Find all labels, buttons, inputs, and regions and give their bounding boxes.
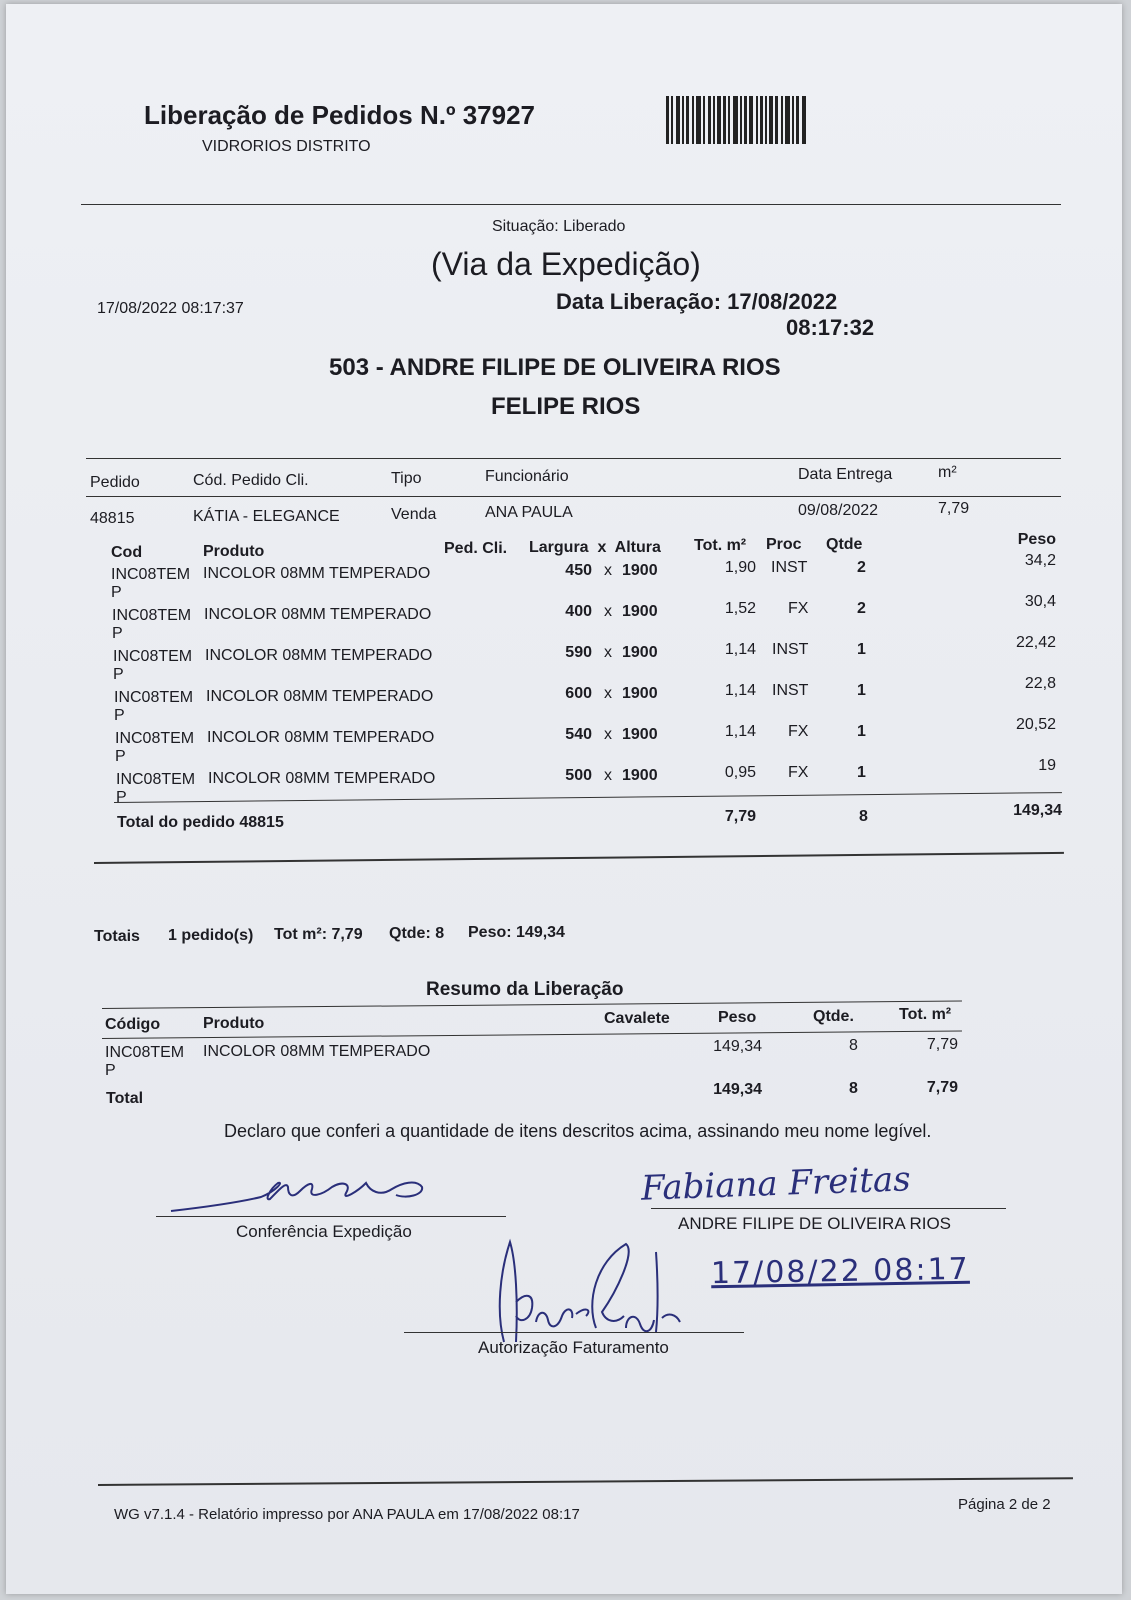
val-tipo: Venda: [391, 506, 437, 523]
summary-col-tot-m2: Tot. m²: [899, 1006, 952, 1023]
totals-m2: Tot m²: 7,79: [274, 926, 363, 943]
totals-qtde: Qtde: 8: [389, 925, 445, 942]
item-cod: INC08TEM: [114, 689, 194, 706]
conferencia-signature-line: [156, 1216, 506, 1217]
summary-row-cod: INC08TEM: [105, 1044, 185, 1061]
order-total-label: Total do pedido 48815: [117, 814, 284, 831]
val-m2: 7,79: [938, 500, 970, 517]
item-cod: INC08TEM: [115, 730, 195, 747]
item-largura: 450: [565, 562, 592, 579]
col-data-entrega: Data Entrega: [798, 466, 893, 483]
summary-row-tot-m2: 7,79: [926, 1036, 958, 1053]
item-qtde: 2: [857, 559, 866, 576]
col-tipo: Tipo: [391, 470, 422, 487]
item-largura: 600: [565, 685, 592, 702]
summary-row-produto: INCOLOR 08MM TEMPERADO: [203, 1043, 431, 1060]
client-handwritten-name: Fabiana Freitas: [640, 1159, 912, 1209]
items-col-produto: Produto: [203, 543, 265, 560]
col-funcionario: Funcionário: [485, 468, 569, 485]
item-cod-suffix: P: [112, 625, 123, 642]
handwritten-date: 17/08/22 08:17: [710, 1251, 971, 1292]
item-tot-m2: 1,52: [724, 600, 756, 617]
via-title: (Via da Expedição): [431, 246, 701, 282]
client-nickname: FELIPE RIOS: [491, 393, 641, 420]
item-tot-m2: 1,14: [724, 723, 756, 740]
document-page: [6, 4, 1122, 1594]
items-col-proc: Proc: [766, 536, 802, 553]
summary-row-qtde: 8: [849, 1037, 858, 1054]
summary-row-cod-suffix: P: [105, 1062, 116, 1079]
summary-col-peso: Peso: [718, 1009, 757, 1026]
totals-peso: Peso: 149,34: [468, 924, 565, 941]
autorizacao-signature: [476, 1232, 686, 1352]
summary-col-codigo: Código: [105, 1016, 161, 1033]
item-tot-m2: 1,90: [724, 559, 756, 576]
release-time: 08:17:32: [786, 315, 875, 340]
summary-total-label: Total: [106, 1090, 144, 1107]
order-total-m2: 7,79: [724, 808, 756, 825]
footer-report: WG v7.1.4 - Relatório impresso por ANA PAULA em 17/08/2022 08:17: [114, 1506, 580, 1523]
order-header-top-rule: [86, 458, 1061, 459]
item-cod: INC08TEM: [112, 607, 192, 624]
item-altura: 1900: [622, 603, 658, 620]
item-proc: INST: [771, 559, 808, 576]
item-peso: 30,4: [1024, 593, 1056, 610]
item-qtde: 2: [857, 600, 866, 617]
barcode: [666, 96, 838, 144]
declaration-text: Declaro que conferi a quantidade de itens descritos acima, assinando meu nome legível.: [224, 1121, 932, 1141]
items-col-peso: Peso: [1017, 531, 1056, 548]
item-qtde: 1: [857, 723, 866, 740]
item-altura: 1900: [622, 726, 658, 743]
item-peso: 22,42: [1015, 634, 1056, 651]
item-proc: INST: [772, 641, 809, 658]
footer-page: Página 2 de 2: [958, 1496, 1051, 1513]
item-cod: INC08TEM: [113, 648, 193, 665]
item-proc: INST: [772, 682, 809, 699]
item-x: x: [604, 685, 612, 702]
summary-title: Resumo da Liberação: [426, 979, 624, 1000]
item-x: x: [604, 644, 612, 661]
item-proc: FX: [788, 764, 809, 781]
item-produto: INCOLOR 08MM TEMPERADO: [203, 565, 431, 582]
order-total-qtde: 8: [859, 808, 868, 825]
item-x: x: [604, 767, 612, 784]
totals-pedidos: 1 pedido(s): [168, 927, 254, 944]
item-x: x: [604, 562, 612, 579]
item-cod: INC08TEM: [111, 566, 191, 583]
item-produto: INCOLOR 08MM TEMPERADO: [206, 688, 434, 705]
items-col-qtde: Qtde: [826, 536, 863, 553]
conferencia-signature: [166, 1169, 446, 1219]
item-altura: 1900: [622, 562, 658, 579]
item-largura: 590: [565, 644, 592, 661]
autorizacao-label: Autorização Faturamento: [478, 1338, 669, 1357]
item-cod: INC08TEM: [116, 771, 196, 788]
item-produto: INCOLOR 08MM TEMPERADO: [204, 606, 432, 623]
items-col-cod: Cod: [111, 544, 143, 561]
item-proc: FX: [788, 600, 809, 617]
printed-at: 17/08/2022 08:17:37: [97, 300, 244, 317]
items-col-dims: Largura x Altura: [529, 539, 661, 556]
summary-col-cavalete: Cavalete: [604, 1010, 670, 1027]
header-divider: [81, 204, 1061, 205]
item-altura: 1900: [622, 644, 658, 661]
item-produto: INCOLOR 08MM TEMPERADO: [208, 770, 436, 787]
item-altura: 1900: [622, 767, 658, 784]
order-section-end-rule: [94, 852, 1064, 864]
item-largura: 540: [565, 726, 592, 743]
item-tot-m2: 1,14: [724, 682, 756, 699]
item-cod-suffix: P: [116, 789, 127, 806]
item-produto: INCOLOR 08MM TEMPERADO: [205, 647, 433, 664]
item-peso: 20,52: [1015, 716, 1056, 733]
summary-col-produto: Produto: [203, 1015, 265, 1032]
val-funcionario: ANA PAULA: [485, 504, 573, 521]
item-tot-m2: 0,95: [724, 764, 756, 781]
item-altura: 1900: [622, 685, 658, 702]
val-pedido: 48815: [90, 510, 135, 527]
item-cod-suffix: P: [115, 748, 126, 765]
conferencia-label: Conferência Expedição: [236, 1222, 412, 1241]
col-cod-pedido-cli: Cód. Pedido Cli.: [193, 472, 309, 489]
item-x: x: [604, 603, 612, 620]
items-col-tot-m2: Tot. m²: [694, 537, 747, 554]
items-col-ped-cli: Ped. Cli.: [444, 540, 508, 557]
company-name: VIDRORIOS DISTRITO: [202, 138, 371, 155]
autorizacao-signature-line: [404, 1332, 744, 1333]
item-tot-m2: 1,14: [724, 641, 756, 658]
item-qtde: 1: [857, 682, 866, 699]
release-date: Data Liberação: 17/08/2022: [556, 289, 838, 314]
item-peso: 19: [1038, 757, 1056, 774]
client-signature-label: ANDRE FILIPE DE OLIVEIRA RIOS: [678, 1214, 952, 1233]
item-peso: 34,2: [1024, 552, 1056, 569]
summary-total-tot-m2: 7,79: [926, 1079, 958, 1096]
item-cod-suffix: P: [114, 707, 125, 724]
summary-total-peso: 149,34: [713, 1081, 762, 1098]
order-header-bottom-rule: [86, 496, 1061, 497]
status-text: Situação: Liberado: [492, 218, 626, 235]
item-x: x: [604, 726, 612, 743]
val-cod-pedido-cli: KÁTIA - ELEGANCE: [193, 508, 340, 525]
item-cod-suffix: P: [113, 666, 124, 683]
items-total-rule: [114, 792, 1062, 803]
item-peso: 22,8: [1024, 675, 1056, 692]
item-proc: FX: [788, 723, 809, 740]
item-largura: 400: [565, 603, 592, 620]
col-m2: m²: [938, 464, 957, 481]
item-qtde: 1: [857, 764, 866, 781]
item-cod-suffix: P: [111, 584, 122, 601]
client-name: 503 - ANDRE FILIPE DE OLIVEIRA RIOS: [329, 354, 781, 381]
footer-rule: [98, 1477, 1073, 1486]
client-signature-line: [651, 1208, 1006, 1209]
summary-col-qtde: Qtde.: [813, 1008, 854, 1025]
order-total-peso: 149,34: [1013, 802, 1062, 819]
val-data-entrega: 09/08/2022: [798, 502, 879, 519]
document-title: Liberação de Pedidos N.º 37927: [144, 100, 535, 130]
summary-row-peso: 149,34: [713, 1038, 762, 1055]
totals-label: Totais: [94, 928, 140, 945]
summary-total-qtde: 8: [849, 1080, 858, 1097]
col-pedido: Pedido: [90, 474, 140, 491]
item-qtde: 1: [857, 641, 866, 658]
item-largura: 500: [565, 767, 592, 784]
item-produto: INCOLOR 08MM TEMPERADO: [207, 729, 435, 746]
